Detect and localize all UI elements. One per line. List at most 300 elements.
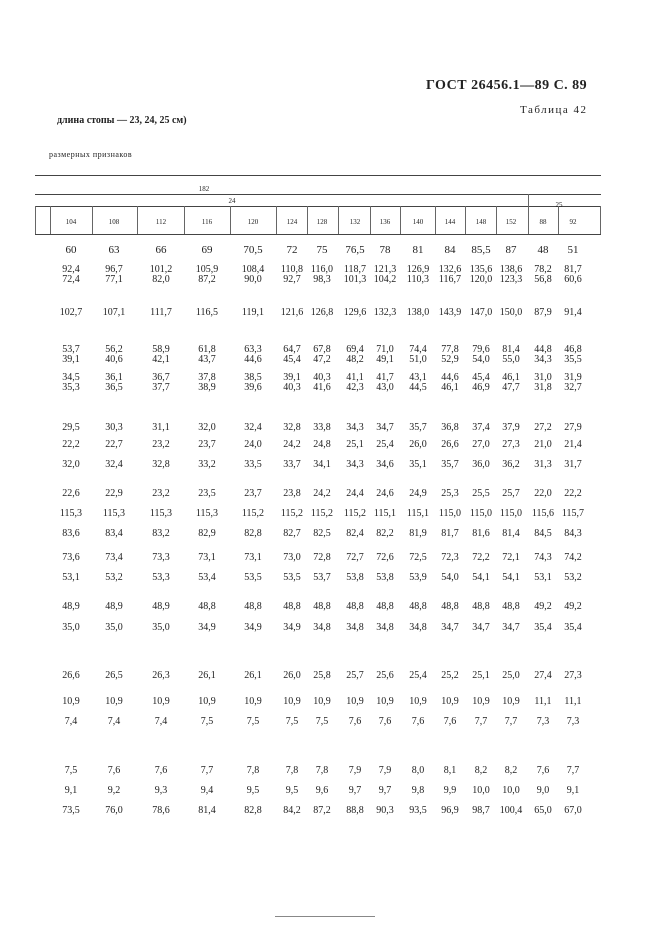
table-cell: 81,6	[472, 528, 490, 539]
header-divider	[496, 206, 497, 234]
foot-25-group-label: 25	[555, 201, 563, 209]
table-cell: 123,3	[499, 274, 523, 285]
table-cell: 82,9	[198, 528, 216, 539]
table-cell: 129,6	[343, 307, 367, 318]
table-cell: 101,2	[149, 264, 173, 275]
table-cell: 32,4	[244, 422, 262, 433]
table-cell: 8,2	[504, 765, 518, 776]
header-divider	[35, 206, 36, 234]
table-cell: 25,2	[441, 670, 459, 681]
table-cell: 35,7	[409, 422, 427, 433]
table-cell: 75	[316, 244, 328, 256]
table-cell: 44,8	[534, 344, 552, 355]
table-cell: 53,5	[244, 572, 262, 583]
table-cell: 25,4	[409, 670, 427, 681]
table-cell: 24,0	[244, 439, 262, 450]
table-cell: 53,1	[534, 572, 552, 583]
table-cell: 43,7	[198, 354, 216, 365]
table-cell: 32,8	[283, 422, 301, 433]
table-cell: 37,4	[472, 422, 490, 433]
header-divider	[137, 206, 138, 234]
table-cell: 48,8	[472, 601, 490, 612]
table-cell: 7,6	[154, 765, 168, 776]
table-cell: 34,9	[198, 622, 216, 633]
table-cell: 107,1	[102, 307, 126, 318]
table-cell: 60	[65, 244, 77, 256]
table-cell: 22,9	[105, 488, 123, 499]
table-cell: 39,1	[62, 354, 80, 365]
table-cell: 7,3	[566, 716, 580, 727]
table-cell: 87,2	[313, 805, 331, 816]
table-cell: 121,3	[373, 264, 397, 275]
table-cell: 35,4	[534, 622, 552, 633]
table-cell: 48,8	[409, 601, 427, 612]
table-cell: 34,7	[376, 422, 394, 433]
table-cell: 35,0	[152, 622, 170, 633]
table-cell: 10,9	[346, 696, 364, 707]
table-cell: 36,5	[105, 382, 123, 393]
table-cell: 118,7	[343, 264, 367, 275]
table-cell: 48,8	[502, 601, 520, 612]
table-cell: 72,7	[346, 552, 364, 563]
header-divider	[50, 206, 51, 234]
table-cell: 31,8	[534, 382, 552, 393]
table-cell: 100,4	[499, 805, 523, 816]
table-cell: 10,9	[313, 696, 331, 707]
height-group-label: 182	[198, 185, 210, 193]
table-cell: 48	[537, 244, 549, 256]
table-cell: 84,3	[564, 528, 582, 539]
table-cell: 7,6	[536, 765, 550, 776]
table-cell: 10,9	[105, 696, 123, 707]
table-cell: 53,1	[62, 572, 80, 583]
table-cell: 115,3	[102, 508, 126, 519]
table-cell: 7,6	[443, 716, 457, 727]
table-cell: 24,2	[313, 488, 331, 499]
table-cell: 9,3	[154, 785, 168, 796]
column-header: 132	[349, 218, 361, 226]
table-cell: 49,1	[376, 354, 394, 365]
table-cell: 36,0	[472, 459, 490, 470]
table-cell: 82,8	[244, 528, 262, 539]
table-cell: 38,5	[244, 372, 262, 383]
table-cell: 65,0	[534, 805, 552, 816]
table-cell: 10,9	[472, 696, 490, 707]
table-cell: 7,4	[64, 716, 78, 727]
table-cell: 77,8	[441, 344, 459, 355]
table-cell: 10,9	[244, 696, 262, 707]
table-cell: 115,0	[469, 508, 493, 519]
table-cell: 138,6	[499, 264, 523, 275]
table-cell: 82,2	[376, 528, 394, 539]
table-cell: 115,0	[438, 508, 462, 519]
table-cell: 35,1	[409, 459, 427, 470]
table-cell: 87,2	[198, 274, 216, 285]
table-cell: 23,7	[244, 488, 262, 499]
table-cell: 93,5	[409, 805, 427, 816]
table-cell: 42,1	[152, 354, 170, 365]
table-cell: 10,0	[502, 785, 520, 796]
table-cell: 34,1	[313, 459, 331, 470]
table-cell: 9,5	[285, 785, 299, 796]
table-cell: 8,2	[474, 765, 488, 776]
table-cell: 81,4	[198, 805, 216, 816]
table-cell: 53,7	[313, 572, 331, 583]
table-cell: 120,0	[469, 274, 493, 285]
table-cell: 9,2	[107, 785, 121, 796]
table-cell: 53,4	[198, 572, 216, 583]
table-cell: 85,5	[471, 244, 491, 256]
column-header: 108	[108, 218, 120, 226]
table-cell: 7,5	[246, 716, 260, 727]
table-cell: 7,5	[64, 765, 78, 776]
table-cell: 48,8	[346, 601, 364, 612]
table-cell: 10,9	[441, 696, 459, 707]
table-cell: 48,8	[313, 601, 331, 612]
column-header: 92	[569, 218, 577, 226]
table-cell: 54,1	[502, 572, 520, 583]
table-cell: 115,2	[310, 508, 334, 519]
table-cell: 53,8	[376, 572, 394, 583]
table-cell: 91,4	[564, 307, 582, 318]
table-cell: 22,7	[105, 439, 123, 450]
table-cell: 36,2	[502, 459, 520, 470]
table-cell: 22,2	[62, 439, 80, 450]
table-cell: 21,0	[534, 439, 552, 450]
table-cell: 7,5	[285, 716, 299, 727]
table-cell: 10,9	[502, 696, 520, 707]
table-cell: 7,8	[285, 765, 299, 776]
table-cell: 84	[444, 244, 456, 256]
table-cell: 108,4	[241, 264, 265, 275]
table-cell: 8,0	[411, 765, 425, 776]
table-cell: 48,8	[198, 601, 216, 612]
table-cell: 76,5	[345, 244, 365, 256]
table-cell: 69	[201, 244, 213, 256]
table-cell: 90,3	[376, 805, 394, 816]
table-cell: 10,0	[472, 785, 490, 796]
table-cell: 7,9	[348, 765, 362, 776]
table-cell: 38,9	[198, 382, 216, 393]
table-cell: 53,2	[564, 572, 582, 583]
table-cell: 73,5	[62, 805, 80, 816]
table-cell: 88,8	[346, 805, 364, 816]
table-cell: 9,4	[200, 785, 214, 796]
table-cell: 32,0	[198, 422, 216, 433]
table-cell: 10,9	[283, 696, 301, 707]
table-cell: 35,3	[62, 382, 80, 393]
table-cell: 48,8	[283, 601, 301, 612]
table-cell: 71,0	[376, 344, 394, 355]
table-cell: 51	[567, 244, 579, 256]
table-cell: 46,1	[502, 372, 520, 383]
table-cell: 24,9	[409, 488, 427, 499]
table-cell: 40,3	[313, 372, 331, 383]
column-header: 104	[65, 218, 77, 226]
table-cell: 34,5	[62, 372, 80, 383]
table-cell: 53,7	[62, 344, 80, 355]
table-cell: 8,1	[443, 765, 457, 776]
table-cell: 7,5	[200, 716, 214, 727]
table-cell: 26,6	[62, 670, 80, 681]
header-divider	[528, 206, 529, 234]
header-divider	[600, 206, 601, 234]
column-header: 152	[505, 218, 517, 226]
table-cell: 92,4	[62, 264, 80, 275]
table-cell: 116,7	[438, 274, 462, 285]
footer-rule	[275, 916, 375, 917]
table-cell: 56,2	[105, 344, 123, 355]
table-cell: 7,4	[107, 716, 121, 727]
table-cell: 72	[286, 244, 298, 256]
table-cell: 81,4	[502, 528, 520, 539]
table-cell: 41,6	[313, 382, 331, 393]
table-cell: 72,1	[502, 552, 520, 563]
table-cell: 23,2	[152, 439, 170, 450]
rule-top	[35, 175, 601, 176]
table-cell: 7,9	[378, 765, 392, 776]
table-cell: 82,4	[346, 528, 364, 539]
table-cell: 26,6	[441, 439, 459, 450]
table-cell: 111,7	[150, 307, 172, 318]
table-cell: 9,9	[443, 785, 457, 796]
table-cell: 53,8	[346, 572, 364, 583]
table-cell: 84,2	[283, 805, 301, 816]
table-cell: 26,3	[152, 670, 170, 681]
table-cell: 54,0	[441, 572, 459, 583]
table-cell: 42,3	[346, 382, 364, 393]
table-cell: 23,7	[198, 439, 216, 450]
table-cell: 39,6	[244, 382, 262, 393]
table-cell: 39,1	[283, 372, 301, 383]
table-cell: 132,6	[438, 264, 462, 275]
table-cell: 76,0	[105, 805, 123, 816]
table-cell: 135,6	[469, 264, 493, 275]
table-cell: 25,7	[346, 670, 364, 681]
table-cell: 98,3	[313, 274, 331, 285]
table-cell: 126,8	[310, 307, 334, 318]
table-cell: 34,9	[244, 622, 262, 633]
table-cell: 64,7	[283, 344, 301, 355]
table-cell: 150,0	[499, 307, 523, 318]
table-cell: 115,6	[531, 508, 555, 519]
table-cell: 46,1	[441, 382, 459, 393]
table-cell: 35,7	[441, 459, 459, 470]
table-cell: 47,7	[502, 382, 520, 393]
table-cell: 10,9	[376, 696, 394, 707]
table-cell: 53,3	[152, 572, 170, 583]
column-header: 148	[475, 218, 487, 226]
table-cell: 33,5	[244, 459, 262, 470]
table-cell: 46,8	[564, 344, 582, 355]
table-cell: 110,8	[280, 264, 304, 275]
table-cell: 11,1	[564, 696, 582, 707]
table-cell: 25,1	[346, 439, 364, 450]
table-cell: 26,1	[244, 670, 262, 681]
table-cell: 9,1	[566, 785, 580, 796]
table-cell: 34,8	[376, 622, 394, 633]
header-divider	[307, 206, 308, 234]
table-cell: 25,4	[376, 439, 394, 450]
table-cell: 43,0	[376, 382, 394, 393]
table-cell: 27,2	[534, 422, 552, 433]
column-header: 128	[316, 218, 328, 226]
table-cell: 115,1	[373, 508, 397, 519]
table-cell: 10,9	[62, 696, 80, 707]
table-cell: 138,0	[406, 307, 430, 318]
column-header: 136	[379, 218, 391, 226]
table-cell: 36,8	[441, 422, 459, 433]
foot-length-caption: длина стопы — 23, 24, 25 см)	[57, 115, 187, 126]
table-cell: 23,2	[152, 488, 170, 499]
table-cell: 43,1	[409, 372, 427, 383]
table-cell: 41,1	[346, 372, 364, 383]
table-cell: 27,3	[564, 670, 582, 681]
table-cell: 34,3	[346, 459, 364, 470]
table-cell: 73,6	[62, 552, 80, 563]
table-cell: 34,7	[441, 622, 459, 633]
table-cell: 147,0	[469, 307, 493, 318]
table-cell: 73,1	[198, 552, 216, 563]
table-cell: 23,8	[283, 488, 301, 499]
table-cell: 72,3	[441, 552, 459, 563]
table-cell: 82,0	[152, 274, 170, 285]
column-header: 120	[247, 218, 259, 226]
table-cell: 83,4	[105, 528, 123, 539]
table-cell: 27,9	[564, 422, 582, 433]
table-cell: 34,7	[502, 622, 520, 633]
table-cell: 63,3	[244, 344, 262, 355]
table-cell: 22,2	[564, 488, 582, 499]
header-divider	[184, 206, 185, 234]
table-cell: 25,1	[472, 670, 490, 681]
table-cell: 116,5	[195, 307, 219, 318]
table-cell: 48,8	[441, 601, 459, 612]
table-cell: 41,7	[376, 372, 394, 383]
table-cell: 115,2	[280, 508, 304, 519]
table-cell: 83,6	[62, 528, 80, 539]
table-cell: 7,3	[536, 716, 550, 727]
table-cell: 115,3	[149, 508, 173, 519]
table-cell: 77,1	[105, 274, 123, 285]
table-cell: 33,8	[313, 422, 331, 433]
table-cell: 73,0	[283, 552, 301, 563]
header-divider	[558, 206, 559, 234]
table-cell: 110,3	[406, 274, 430, 285]
table-cell: 79,6	[472, 344, 490, 355]
table-cell: 34,9	[283, 622, 301, 633]
table-cell: 22,0	[534, 488, 552, 499]
table-cell: 81	[412, 244, 424, 256]
table-cell: 53,5	[283, 572, 301, 583]
table-cell: 26,0	[283, 670, 301, 681]
table-cell: 72,2	[472, 552, 490, 563]
table-cell: 35,0	[105, 622, 123, 633]
table-cell: 74,4	[409, 344, 427, 355]
table-cell: 63	[108, 244, 120, 256]
table-cell: 22,6	[62, 488, 80, 499]
table-cell: 10,9	[198, 696, 216, 707]
table-cell: 25,6	[376, 670, 394, 681]
table-cell: 48,9	[152, 601, 170, 612]
table-cell: 51,0	[409, 354, 427, 365]
table-cell: 45,4	[283, 354, 301, 365]
table-cell: 24,6	[376, 488, 394, 499]
table-cell: 10,9	[152, 696, 170, 707]
table-cell: 115,2	[241, 508, 265, 519]
table-cell: 9,0	[536, 785, 550, 796]
table-cell: 7,6	[411, 716, 425, 727]
table-cell: 48,8	[244, 601, 262, 612]
table-cell: 115,1	[406, 508, 430, 519]
table-cell: 25,8	[313, 670, 331, 681]
table-cell: 24,4	[346, 488, 364, 499]
table-cell: 9,1	[64, 785, 78, 796]
table-cell: 7,8	[315, 765, 329, 776]
table-cell: 36,7	[152, 372, 170, 383]
table-cell: 81,9	[409, 528, 427, 539]
table-cell: 48,2	[346, 354, 364, 365]
table-cell: 26,0	[409, 439, 427, 450]
column-header: 116	[201, 218, 213, 226]
table-cell: 96,9	[441, 805, 459, 816]
table-cell: 67,8	[313, 344, 331, 355]
table-cell: 74,3	[534, 552, 552, 563]
table-cell: 56,8	[534, 274, 552, 285]
table-cell: 45,4	[472, 372, 490, 383]
column-header: 140	[412, 218, 424, 226]
table-cell: 26,5	[105, 670, 123, 681]
table-cell: 48,9	[62, 601, 80, 612]
table-cell: 96,7	[105, 264, 123, 275]
table-cell: 31,7	[564, 459, 582, 470]
column-header: 88	[539, 218, 547, 226]
group-divider	[528, 194, 529, 206]
table-cell: 44,6	[244, 354, 262, 365]
table-cell: 48,8	[376, 601, 394, 612]
table-cell: 78,6	[152, 805, 170, 816]
table-cell: 53,2	[105, 572, 123, 583]
table-cell: 31,3	[534, 459, 552, 470]
size-attributes-caption: размерных признаков	[49, 150, 133, 159]
table-cell: 49,2	[534, 601, 552, 612]
table-cell: 72,6	[376, 552, 394, 563]
table-cell: 82,8	[244, 805, 262, 816]
table-cell: 24,2	[283, 439, 301, 450]
table-cell: 55,0	[502, 354, 520, 365]
table-cell: 115,0	[499, 508, 523, 519]
foot-24-group-label: 24	[228, 197, 236, 205]
table-cell: 44,5	[409, 382, 427, 393]
table-cell: 25,7	[502, 488, 520, 499]
table-cell: 69,4	[346, 344, 364, 355]
table-cell: 48,9	[105, 601, 123, 612]
table-cell: 49,2	[564, 601, 582, 612]
header-divider	[338, 206, 339, 234]
table-cell: 44,6	[441, 372, 459, 383]
table-cell: 73,1	[244, 552, 262, 563]
table-cell: 9,6	[315, 785, 329, 796]
table-cell: 54,0	[472, 354, 490, 365]
table-cell: 81,4	[502, 344, 520, 355]
table-cell: 30,3	[105, 422, 123, 433]
header-divider	[370, 206, 371, 234]
table-cell: 67,0	[564, 805, 582, 816]
table-cell: 119,1	[241, 307, 265, 318]
table-cell: 36,1	[105, 372, 123, 383]
header-divider	[230, 206, 231, 234]
table-cell: 53,9	[409, 572, 427, 583]
